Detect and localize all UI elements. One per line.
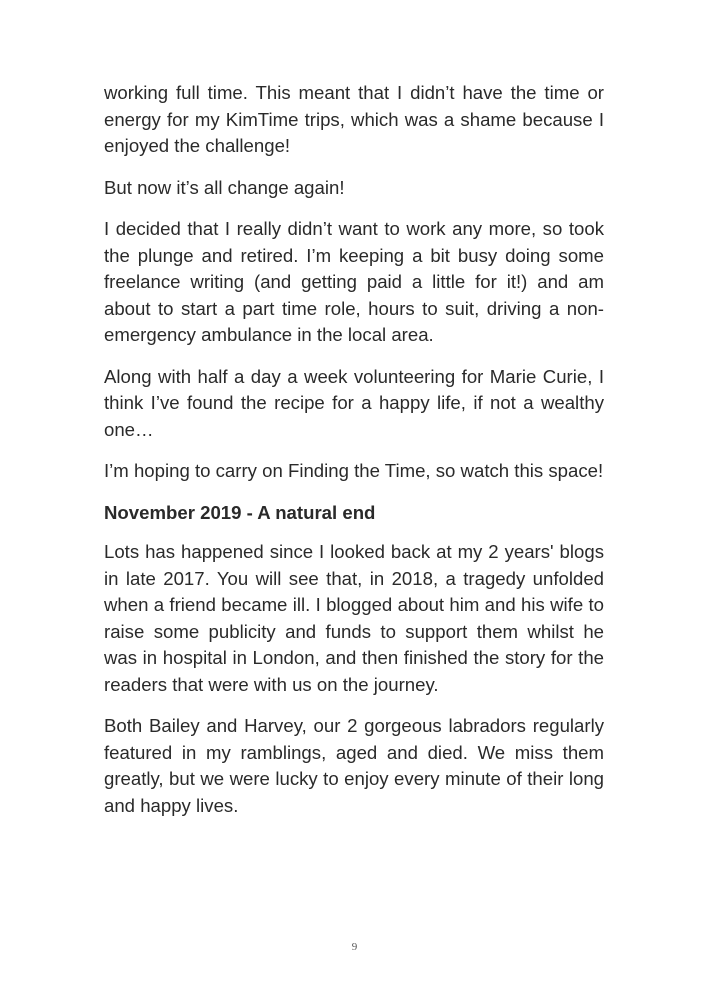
body-paragraph: But now it’s all change again! — [104, 176, 345, 198]
body-paragraph: working full time. This meant that I didn’t have the time or energy for my KimTime trips, which was a shame because I enjoyed the challenge! — [104, 82, 604, 156]
body-paragraph: Lots has happened since I looked back at my 2 years' blogs in late 2017. You will see that, in 2018, a tragedy unfolded when a friend became ill. I blogged about him and his wife to raise some publicity and funds to support them whilst he was in hospital in London, and then finished the story for the readers that were with us on the journey. — [104, 541, 604, 695]
body-paragraph: Along with half a day a week volunteering for Marie Curie, I think I’ve found the recipe for a happy life, if not a wealthy one… — [104, 365, 604, 440]
body-paragraph: I’m hoping to carry on Finding the Time, so watch this space! — [104, 460, 604, 481]
body-paragraph: Both Bailey and Harvey, our 2 gorgeous labradors regularly featured in my ramblings, aged and died. We miss them greatly, but we were lucky to enjoy every minute of their long and happy lives. — [104, 715, 604, 816]
page-number: 9 — [351, 941, 358, 953]
section-heading: November 2019 - A natural end — [104, 501, 376, 523]
page-body — [104, 80, 604, 834]
body-paragraph: I decided that I really didn’t want to work any more, so took the plunge and retired. I’m keeping a bit busy doing some freelance writing (and getting paid a little for it!) and am about to start a part time role, hours to suit, driving a non-emergency ambulance in the local area. — [104, 218, 604, 345]
